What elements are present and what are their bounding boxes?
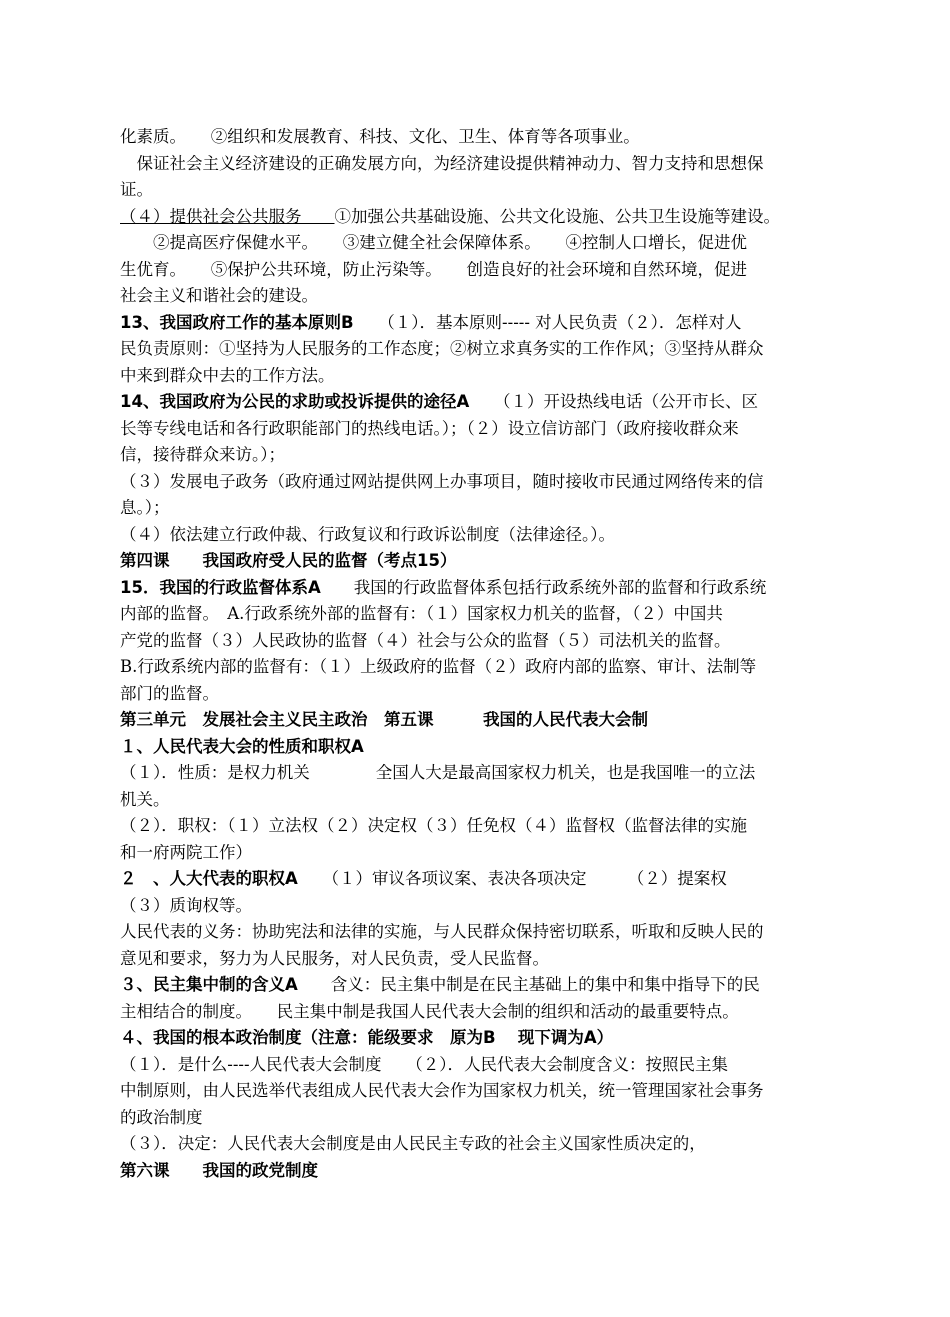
- line-text: 保证社会主义经济建设的正确发展方向，为经济建设提供精神动力、智力支持和思想保: [120, 153, 764, 173]
- line-text: 证。: [120, 180, 153, 199]
- line-text: 内部的监督。 A.行政系统外部的监督有：（１）国家权力机关的监督，（２）中国共: [120, 604, 723, 623]
- text-line: [120, 124, 840, 151]
- line-text-rest: （１）．基本原则----- 对人民负责（２）．怎样对人: [353, 312, 742, 332]
- line-text: 机关。: [120, 789, 170, 809]
- line-text: 主相结合的制度。 民主集中制是我国人民代表大会制的组织和活动的最重要特点。: [120, 1001, 739, 1021]
- text-line: [120, 999, 840, 1026]
- text-line: [120, 601, 840, 628]
- text-line: [120, 681, 840, 708]
- line-text: （２）．职权：（１）立法权（２）决定权（３）任免权（４）监督权（监督法律的实施: [120, 816, 747, 835]
- section-heading: 第六课 我国的政党制度: [120, 1160, 318, 1180]
- section-heading: 第三单元 发展社会主义民主政治 第五课 我国的人民代表大会制: [120, 710, 648, 729]
- line-text: 部门的监督。: [120, 683, 219, 703]
- text-line: [120, 151, 840, 178]
- text-line: [120, 946, 840, 973]
- line-text: （３）．决定：人民代表大会制度是由人民民主专政的社会主义国家性质决定的，: [120, 1134, 706, 1153]
- text-line: [120, 760, 840, 787]
- line-text: 民负责原则：①坚持为人民服务的工作态度；②树立求真务实的工作作风；③坚持从群众: [120, 339, 764, 358]
- section-heading: 15．我国的行政监督体系A: [120, 577, 321, 597]
- line-text-rest: （１）开设热线电话（公开市长、区: [469, 392, 758, 411]
- line-text: 和一府两院工作）: [120, 842, 252, 862]
- line-text-rest: 含义：民主集中制是在民主基础上的集中和集中指导下的民: [297, 975, 760, 994]
- text-line: [120, 654, 840, 681]
- line-text: 人民代表的义务：协助宪法和法律的实施，与人民群众保持密切联系，听取和反映人民的: [120, 922, 764, 941]
- section-heading: ４、我国的根本政治制度（注意：能级要求 原为B 现下调为A）: [120, 1028, 614, 1047]
- section-heading: 第四课 我国政府受人民的监督（考点15）: [120, 551, 457, 570]
- text-line: [120, 230, 840, 257]
- text-line: [120, 575, 840, 602]
- text-line: [120, 707, 840, 734]
- text-line: [120, 813, 840, 840]
- line-text: 息。）；: [120, 498, 170, 517]
- text-line: [120, 1025, 840, 1052]
- section-heading: ２ 、人大代表的职权A: [120, 869, 298, 888]
- text-line: [120, 628, 840, 655]
- text-line: [120, 204, 840, 231]
- text-line: [120, 336, 840, 363]
- section-heading: 14、我国政府为公民的求助或投诉提供的途径A: [120, 392, 470, 411]
- section-heading: １、人民代表大会的性质和职权A: [120, 736, 364, 756]
- line-text: 生优育。 ⑤保护公共环境，防止污染等。 创造良好的社会环境和自然环境，促进: [120, 259, 747, 279]
- line-text: （１）．是什么----人民代表大会制度 （２）．人民代表大会制度含义：按照民主集: [120, 1054, 729, 1074]
- text-line: [120, 866, 840, 893]
- text-line: [120, 1052, 840, 1079]
- line-text: 信，接待群众来访。）；: [120, 445, 285, 464]
- text-line: [120, 1105, 840, 1132]
- line-text-rest: ①加强公共基础设施、公共文化设施、公共卫生设施等建设。: [334, 206, 780, 226]
- text-line: [120, 1131, 840, 1158]
- line-text: 化素质。 ②组织和发展教育、科技、文化、卫生、体育等各项事业。: [120, 127, 640, 146]
- text-line: [120, 363, 840, 390]
- section-heading: ３、民主集中制的含义A: [120, 975, 298, 994]
- text-line: [120, 893, 840, 920]
- line-text: 的政治制度: [120, 1107, 203, 1127]
- line-text: 社会主义和谐社会的建设。: [120, 286, 318, 305]
- text-line: [120, 548, 840, 575]
- line-text: （３）发展电子政务（政府通过网站提供网上办事项目，随时接收市民通过网络传来的信: [120, 471, 764, 491]
- text-line: [120, 919, 840, 946]
- text-line: [120, 1078, 840, 1105]
- text-line: [120, 1158, 840, 1185]
- line-text: B.行政系统内部的监督有：（１）上级政府的监督（２）政府内部的监察、审计、法制等: [120, 657, 757, 676]
- text-line: [120, 469, 840, 496]
- text-line: [120, 389, 840, 416]
- line-text-rest: （１）审议各项议案、表决各项决定 （２）提案权: [297, 869, 727, 888]
- text-line: [120, 840, 840, 867]
- section-heading: 13、我国政府工作的基本原则B: [120, 312, 354, 332]
- text-line: [120, 416, 840, 443]
- line-text: 意见和要求，努力为人民服务，对人民负责，受人民监督。: [120, 948, 549, 968]
- line-text: （１）．性质：是权力机关 全国人大是最高国家权力机关，也是我国唯一的立法: [120, 763, 756, 782]
- text-line: [120, 257, 840, 284]
- line-text: （４）提供社会公共服务: [120, 206, 335, 226]
- text-line: [120, 787, 840, 814]
- line-text-rest: 我国的行政监督体系包括行政系统外部的监督和行政系统: [320, 577, 767, 597]
- line-text: 产党的监督（３）人民政协的监督（４）社会与公众的监督（５）司法机关的监督。: [120, 630, 731, 650]
- text-line: [120, 177, 840, 204]
- line-text: ②提高医疗保健水平。 ③建立健全社会保障体系。 ④控制人口增长，促进优: [120, 233, 747, 252]
- line-text: 中来到群众中去的工作方法。: [120, 365, 335, 385]
- line-text: （３）质询权等。: [120, 895, 252, 915]
- text-line: [120, 310, 840, 337]
- line-text: 中制原则，由人民选举代表组成人民代表大会作为国家权力机关，统一管理国家社会事务: [120, 1081, 764, 1100]
- text-line: [120, 522, 840, 549]
- text-line: [120, 283, 840, 310]
- text-line: [120, 972, 840, 999]
- text-line: [120, 495, 840, 522]
- document-page: [120, 124, 840, 1184]
- line-text: （４）依法建立行政仲裁、行政复议和行政诉讼制度（法律途径。）。: [120, 524, 615, 544]
- text-line: [120, 442, 840, 469]
- line-text: 长等专线电话和各行政职能部门的热线电话。）；（２）设立信访部门（政府接收群众来: [120, 418, 739, 438]
- text-line: [120, 734, 840, 761]
